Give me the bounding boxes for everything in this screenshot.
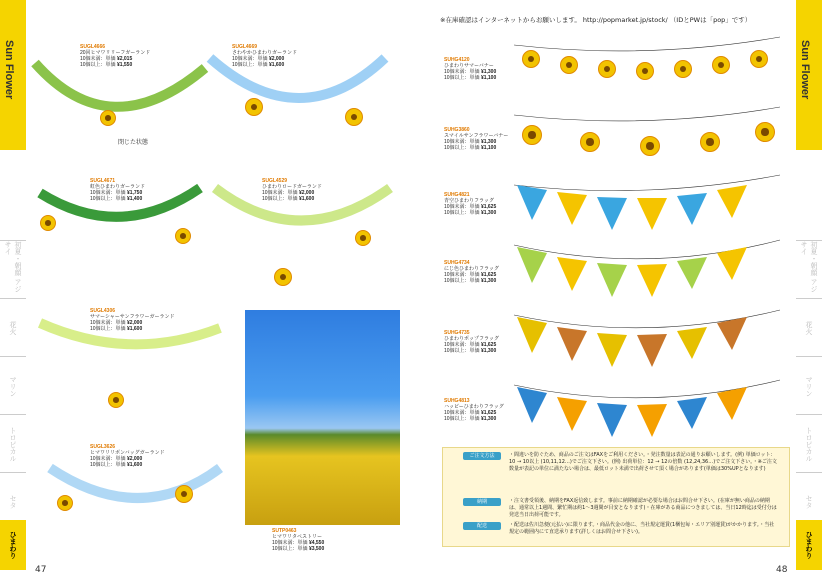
product-code: SUGL4669 xyxy=(232,44,258,50)
sunflower-icon xyxy=(345,108,363,126)
sunflower-icon xyxy=(100,110,116,126)
sunflower-icon xyxy=(108,392,124,408)
right-bottom-tab[interactable]: ひまわり xyxy=(796,520,822,570)
price-value: ¥1,300 xyxy=(480,348,497,354)
stock-note: ※在庫確認はインターネットからお願いします。 http://popmarket.jp/stock/ （IDとPWは「pop」です） xyxy=(440,16,752,24)
sunflower-icon xyxy=(580,132,600,152)
shipping-text: ・配送は佐川急便(元払い)に限ります。・商品代金の他に、当社規定運賃(1梱包毎・エリア別運賃)がかかります。・当社規定の範囲内にて直送承ります(詳しくはお問合せ下さい)。 xyxy=(509,522,775,535)
price-value: ¥1,625 xyxy=(480,342,497,348)
product-name: ヒマワリリボンバッグガーランド xyxy=(90,450,165,456)
right-sidebar-title: Sun Flower xyxy=(799,40,811,100)
order-method-tag: ご注文方法 xyxy=(463,452,501,460)
price-line: 10個以上：単価 xyxy=(90,196,126,202)
price-value: ¥1,300 xyxy=(480,416,497,422)
price-value: ¥1,100 xyxy=(480,75,497,81)
product-name: にじ色ひまわりフラッグ xyxy=(444,266,499,272)
product-name: ハッピーひまわりフラッグ xyxy=(444,404,504,410)
left-tab-1[interactable]: 初夏・朝顔 アジサイ xyxy=(0,240,26,299)
right-tab-4[interactable]: トロピカル xyxy=(796,414,822,473)
sunflower-icon xyxy=(274,268,292,286)
price-value: ¥1,400 xyxy=(126,196,143,202)
left-tab-2[interactable]: 花火 xyxy=(0,298,26,357)
price-value: ¥1,600 xyxy=(298,196,315,202)
sunflower-tapestry-image xyxy=(245,310,400,525)
price-line: 10個未満：単価 xyxy=(272,540,308,546)
delivery-tag: 納期 xyxy=(463,498,501,506)
product-name: 虹色ひまわりガーランド xyxy=(90,184,146,190)
price-value: ¥1,600 xyxy=(126,326,143,332)
product-code: SUGL4529 xyxy=(262,178,288,184)
product-label xyxy=(444,57,496,81)
product-label xyxy=(444,398,504,422)
left-page-number: 47 xyxy=(35,565,47,575)
product-code: SUGL4671 xyxy=(90,178,116,184)
closed-state-label: 閉じた状態 xyxy=(118,140,149,146)
price-line: 10個以上：単価 xyxy=(232,62,268,68)
price-line: 10個未満：単価 xyxy=(444,342,480,348)
product-name: ひまわりサマーバナー xyxy=(444,63,494,69)
price-line: 10個以上：単価 xyxy=(444,210,480,216)
product-label xyxy=(444,260,499,284)
right-page-number: 48 xyxy=(776,565,788,575)
product-name: サマーシャーサンフラワーガーランド xyxy=(90,314,175,320)
product-code: SUHG4813 xyxy=(444,398,470,404)
right-banner-art xyxy=(512,35,782,445)
shipping-tag: 配送 xyxy=(463,522,501,530)
product-label xyxy=(444,330,499,354)
price-value: ¥1,625 xyxy=(480,272,497,278)
product-name: ひまわりロードガーランド xyxy=(262,184,322,190)
price-value: ¥1,100 xyxy=(480,145,497,151)
price-value: ¥1,600 xyxy=(126,462,143,468)
price-line: 10個未満：単価 xyxy=(90,190,126,196)
green-leaf-garland xyxy=(35,63,205,107)
price-line: 10個未満：単価 xyxy=(232,56,268,62)
sunflower-icon xyxy=(355,230,371,246)
left-tab-3[interactable]: マリン xyxy=(0,356,26,415)
price-value: ¥1,300 xyxy=(480,69,497,75)
right-tab-2[interactable]: 花火 xyxy=(796,298,822,357)
product-code: SUHG4734 xyxy=(444,260,470,266)
blue-flags xyxy=(517,185,747,230)
price-line: 10個未満：単価 xyxy=(444,272,480,278)
sunflower-icon xyxy=(175,485,193,503)
left-tab-4[interactable]: トロピカル xyxy=(0,414,26,473)
price-value: ¥1,550 xyxy=(116,62,133,68)
order-method-text: ・間違いを防ぐため、商品のご注文はFAXをご利用ください。・発注数量は表記の通りお願いします。(例) 単価ロット：10 → 10以上 (10,11,12…)でご注文下さい。(例) 出荷単位：12 → 12の倍数 (12,24,36…)でご注文下さい。・※ご注文数量が表記の単位に満たない場合は、最低ロット未満で出荷させて頂く場合があります(単価は30%UPとなります) xyxy=(509,452,777,472)
ribbon-bag-garland xyxy=(50,468,220,498)
product-label xyxy=(272,528,324,552)
left-tab-5[interactable]: セタ xyxy=(0,472,26,531)
price-line: 10個以上：単価 xyxy=(444,416,480,422)
price-line: 10個未満：単価 xyxy=(444,69,480,75)
product-name: ヒマワリタペストリー xyxy=(272,534,323,540)
price-value: ¥1,625 xyxy=(480,410,497,416)
price-line: 10個以上：単価 xyxy=(262,196,298,202)
product-code: SUGL3626 xyxy=(90,444,116,450)
sunflower-icon xyxy=(40,215,56,231)
right-tab-1[interactable]: 初夏・朝顔 アジサイ xyxy=(796,240,822,299)
left-bottom-tab[interactable]: ひまわり xyxy=(0,520,26,570)
happy-flags xyxy=(517,387,747,437)
price-line: 10個以上：単価 xyxy=(90,326,126,332)
left-sidebar xyxy=(0,0,26,585)
price-value: ¥2,000 xyxy=(126,320,143,326)
product-label xyxy=(262,178,322,202)
product-code: SUHG4735 xyxy=(444,330,470,336)
product-label xyxy=(90,178,145,202)
product-code: SUTP0463 xyxy=(272,528,297,534)
product-code: SUHG4821 xyxy=(444,192,470,198)
sunflower-icon xyxy=(57,495,73,511)
price-value: ¥4,550 xyxy=(308,540,325,546)
sunflower-icon xyxy=(636,62,654,80)
price-value: ¥1,600 xyxy=(268,62,285,68)
price-value: ¥2,000 xyxy=(126,456,143,462)
price-line: 10個以上：単価 xyxy=(90,462,126,468)
price-line: 10個未満：単価 xyxy=(90,320,126,326)
price-value: ¥2,000 xyxy=(298,190,315,196)
sunflower-icon xyxy=(522,50,540,68)
price-line: 10個以上：単価 xyxy=(444,348,480,354)
product-code: SUGL4666 xyxy=(80,44,106,50)
product-code: SUHG4120 xyxy=(444,57,470,63)
price-line: 10個以上：単価 xyxy=(272,546,308,552)
price-line: 10個以上：単価 xyxy=(444,75,480,81)
pop-flags xyxy=(517,317,747,367)
product-name: さわやかひまわりガーランド xyxy=(232,50,298,56)
rainbow-flags xyxy=(517,247,747,297)
sunflower-icon xyxy=(522,125,542,145)
price-line: 10個未満：単価 xyxy=(90,456,126,462)
banner-string xyxy=(514,107,780,121)
product-label xyxy=(90,308,174,332)
price-line: 10個未満：単価 xyxy=(80,56,116,62)
left-sidebar-title: Sun Flower xyxy=(3,40,15,100)
sunflower-icon xyxy=(245,98,263,116)
sunflower-icon xyxy=(700,132,720,152)
price-line: 10個未満：単価 xyxy=(444,204,480,210)
sunflower-icon xyxy=(560,56,578,74)
product-name: スマイルサンフラワーバナー xyxy=(444,133,509,139)
sunflower-icon xyxy=(750,50,768,68)
price-value: ¥2,000 xyxy=(268,56,285,62)
price-line: 10個以上：単価 xyxy=(80,62,116,68)
product-code: SUGL4306 xyxy=(90,308,116,314)
price-value: ¥1,300 xyxy=(480,210,497,216)
sunflower-icon xyxy=(674,60,692,78)
price-value: ¥1,750 xyxy=(126,190,143,196)
price-value: ¥1,625 xyxy=(480,204,497,210)
order-info-box xyxy=(442,447,790,547)
sunflower-icon xyxy=(175,228,191,244)
banner-string xyxy=(514,37,780,51)
product-name: ひまわりポップフラッグ xyxy=(444,336,499,342)
product-label xyxy=(90,444,165,468)
product-label xyxy=(444,192,496,216)
product-label xyxy=(80,44,150,68)
sunflower-icon xyxy=(640,136,660,156)
price-value: ¥3,500 xyxy=(308,546,325,552)
right-tab-3[interactable]: マリン xyxy=(796,356,822,415)
price-value: ¥1,300 xyxy=(480,278,497,284)
price-line: 10個未満：単価 xyxy=(444,410,480,416)
price-value: ¥1,300 xyxy=(480,139,497,145)
sunflower-icon xyxy=(598,60,616,78)
right-sidebar xyxy=(796,0,822,585)
price-value: ¥2,015 xyxy=(116,56,133,62)
product-name: 青空ひまわりフラッグ xyxy=(444,198,494,204)
sunflower-icon xyxy=(712,56,730,74)
price-line: 10個以上：単価 xyxy=(444,145,480,151)
price-line: 10個以上：単価 xyxy=(444,278,480,284)
product-label xyxy=(444,127,508,151)
product-label xyxy=(232,44,297,68)
price-line: 10個未満：単価 xyxy=(262,190,298,196)
product-name: 20回ヒマワリリーフガーランド xyxy=(80,50,151,56)
sunflower-icon xyxy=(755,122,775,142)
product-code: SUHG3860 xyxy=(444,127,470,133)
delivery-text: ・注文書受領後、納期をFAX返信致します。事前に納期確認が必要な場合はお問合せ下さい。(在庫が無い商品の納期は、通常以上1週間、繁忙期は約1〜3週間が目安となります)・在庫がある商品につきましては、当日12時迄は受付分は発送当日出荷可能です。 xyxy=(509,498,777,518)
right-tab-5[interactable]: セタ xyxy=(796,472,822,531)
price-line: 10個未満：単価 xyxy=(444,139,480,145)
